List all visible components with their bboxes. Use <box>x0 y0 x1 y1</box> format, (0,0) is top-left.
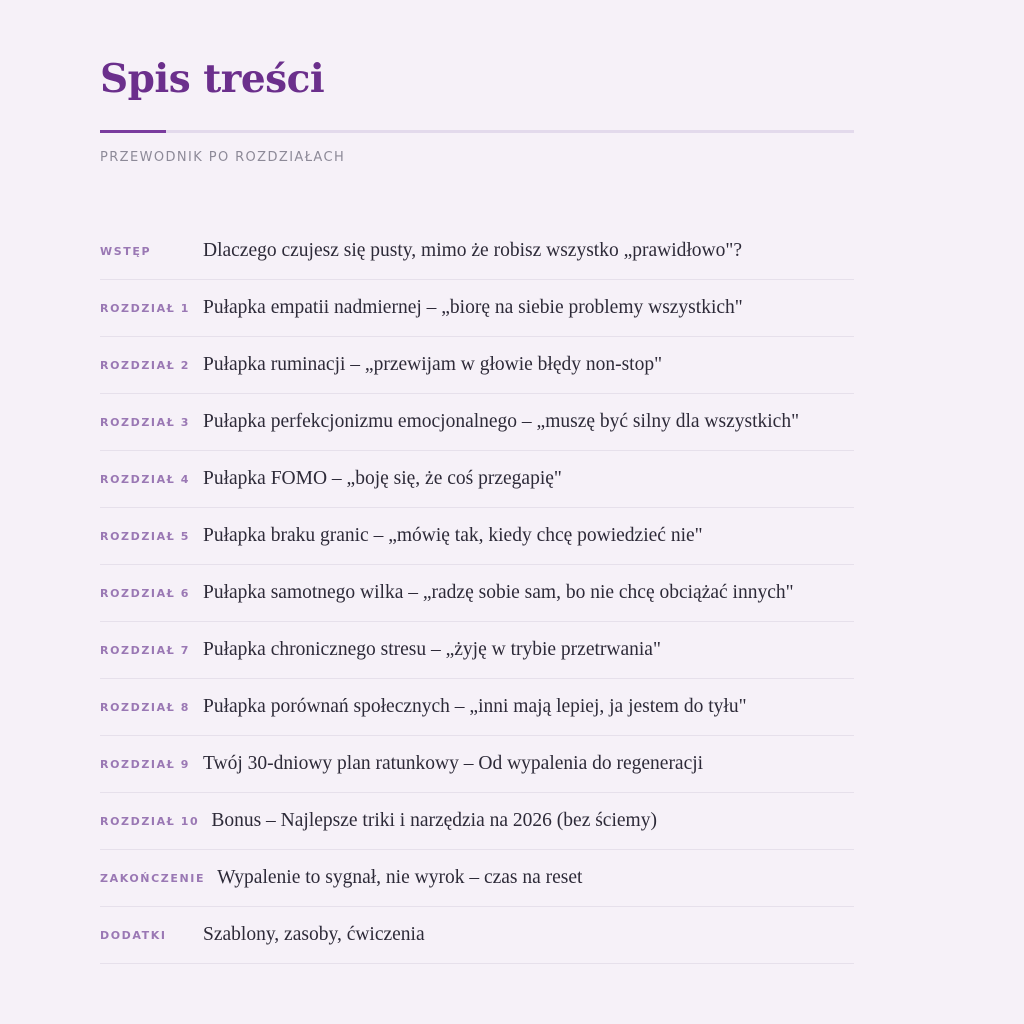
toc-list <box>100 223 854 964</box>
toc-item-title: Pułapka empatii nadmiernej – „biorę na siebie problemy wszystkich" <box>203 297 743 318</box>
toc-item-label: ROZDZIAŁ 5 <box>100 529 191 543</box>
toc-item-title: Pułapka ruminacji – „przewijam w głowie błędy non-stop" <box>203 354 663 375</box>
toc-item-chapter-8[interactable] <box>100 679 854 736</box>
toc-item-label: DODATKI <box>100 928 167 942</box>
toc-item-chapter-10[interactable] <box>100 793 854 850</box>
toc-item-title: Pułapka perfekcjonizmu emocjonalnego – „muszę być silny dla wszystkich" <box>203 411 800 432</box>
page-subtitle: PRZEWODNIK PO ROZDZIAŁACH <box>100 150 346 165</box>
toc-item-label: ROZDZIAŁ 4 <box>100 472 191 486</box>
toc-item-label: WSTĘP <box>100 244 152 258</box>
toc-item-title: Dlaczego czujesz się pusty, mimo że robisz wszystko „prawidłowo"? <box>203 240 742 261</box>
toc-item-title: Pułapka chronicznego stresu – „żyję w trybie przetrwania" <box>203 639 661 660</box>
toc-item-label: ROZDZIAŁ 9 <box>100 757 191 771</box>
toc-item-appendix[interactable] <box>100 907 854 964</box>
toc-item-chapter-6[interactable] <box>100 565 854 622</box>
toc-item-title: Pułapka FOMO – „boję się, że coś przegapię" <box>203 468 562 489</box>
toc-item-chapter-5[interactable] <box>100 508 854 565</box>
toc-item-label: ROZDZIAŁ 7 <box>100 643 191 657</box>
toc-item-chapter-2[interactable] <box>100 337 854 394</box>
toc-item-title: Pułapka braku granic – „mówię tak, kiedy chcę powiedzieć nie" <box>203 525 703 546</box>
page-title: Spis treści <box>100 56 325 102</box>
toc-item-title: Pułapka porównań społecznych – „inni mają lepiej, ja jestem do tyłu" <box>203 696 747 717</box>
title-divider <box>100 130 854 133</box>
toc-item-chapter-1[interactable] <box>100 280 854 337</box>
toc-item-intro[interactable] <box>100 223 854 280</box>
toc-item-label: ROZDZIAŁ 10 <box>100 814 200 828</box>
toc-item-title: Wypalenie to sygnał, nie wyrok – czas na reset <box>217 867 583 888</box>
toc-item-title: Szablony, zasoby, ćwiczenia <box>203 924 425 945</box>
toc-item-label: ROZDZIAŁ 2 <box>100 358 191 372</box>
toc-item-chapter-4[interactable] <box>100 451 854 508</box>
toc-item-label: ROZDZIAŁ 8 <box>100 700 191 714</box>
toc-item-label: ROZDZIAŁ 6 <box>100 586 191 600</box>
toc-item-title: Twój 30-dniowy plan ratunkowy – Od wypalenia do regeneracji <box>203 753 704 774</box>
toc-item-conclusion[interactable] <box>100 850 854 907</box>
toc-item-chapter-9[interactable] <box>100 736 854 793</box>
toc-item-label: ROZDZIAŁ 1 <box>100 301 191 315</box>
toc-item-title: Pułapka samotnego wilka – „radzę sobie sam, bo nie chcę obciążać innych" <box>203 582 794 603</box>
toc-item-chapter-7[interactable] <box>100 622 854 679</box>
toc-item-title: Bonus – Najlepsze triki i narzędzia na 2026 (bez ściemy) <box>211 810 657 831</box>
title-divider-accent <box>100 130 166 133</box>
toc-item-label: ROZDZIAŁ 3 <box>100 415 191 429</box>
toc-item-chapter-3[interactable] <box>100 394 854 451</box>
toc-item-label: ZAKOŃCZENIE <box>100 871 206 885</box>
